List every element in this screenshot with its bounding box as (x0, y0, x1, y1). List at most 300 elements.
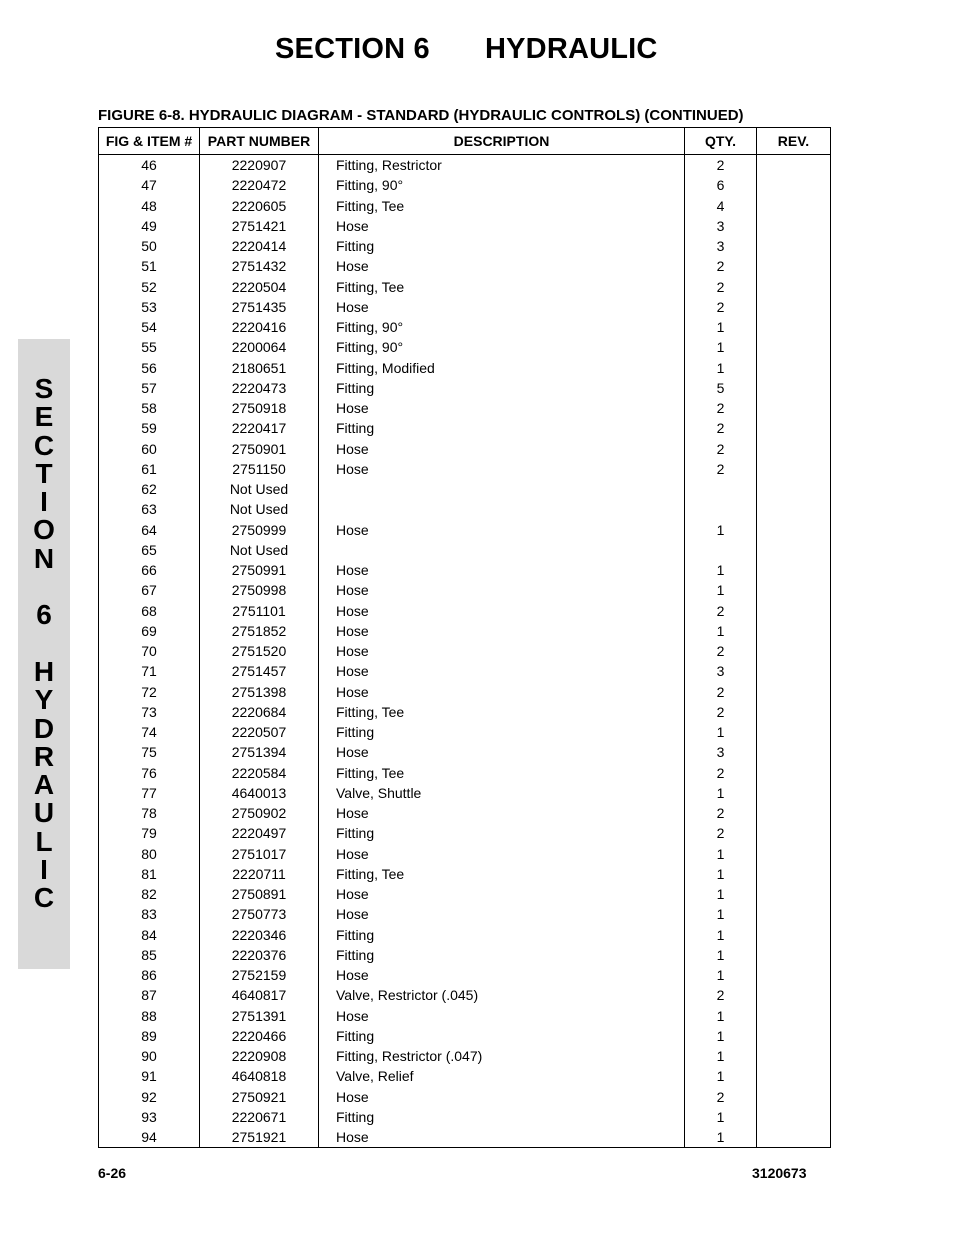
quantity-cell: 1 (685, 317, 757, 337)
revision-cell (757, 459, 831, 479)
section-number: SECTION 6 (275, 33, 430, 65)
column-header-part-number: PART NUMBER (200, 128, 319, 155)
quantity-cell: 1 (685, 844, 757, 864)
item-number-cell: 47 (99, 175, 200, 195)
revision-cell (757, 783, 831, 803)
revision-cell (757, 621, 831, 641)
quantity-cell: 1 (685, 358, 757, 378)
revision-cell (757, 560, 831, 580)
revision-cell (757, 439, 831, 459)
part-number-cell: 2180651 (200, 358, 319, 378)
description-cell: Fitting, Restrictor (319, 155, 685, 176)
revision-cell (757, 540, 831, 560)
part-number-cell: 2750891 (200, 884, 319, 904)
part-number-cell: 2220671 (200, 1107, 319, 1127)
table-row (99, 702, 831, 722)
part-number-cell: 2751394 (200, 742, 319, 762)
table-row (99, 418, 831, 438)
part-number-cell: 2220416 (200, 317, 319, 337)
page-number: 6-26 (98, 1165, 127, 1181)
quantity-cell: 2 (685, 459, 757, 479)
item-number-cell: 48 (99, 196, 200, 216)
item-number-cell: 67 (99, 580, 200, 600)
part-number-cell: Not Used (200, 479, 319, 499)
item-number-cell: 65 (99, 540, 200, 560)
item-number-cell: 76 (99, 763, 200, 783)
part-number-cell: 2220907 (200, 155, 319, 176)
quantity-cell: 1 (685, 1046, 757, 1066)
description-cell: Hose (319, 297, 685, 317)
part-number-cell: 2752159 (200, 965, 319, 985)
quantity-cell: 1 (685, 925, 757, 945)
side-tab-gap (18, 630, 70, 658)
item-number-cell: 60 (99, 439, 200, 459)
part-number-cell: Not Used (200, 540, 319, 560)
quantity-cell: 1 (685, 945, 757, 965)
item-number-cell: 84 (99, 925, 200, 945)
quantity-cell: 2 (685, 641, 757, 661)
table-row (99, 439, 831, 459)
quantity-cell: 2 (685, 277, 757, 297)
section-name: HYDRAULIC (485, 33, 658, 65)
table-row (99, 601, 831, 621)
description-cell (319, 479, 685, 499)
part-number-cell: 2750773 (200, 904, 319, 924)
table-row (99, 1107, 831, 1127)
page-header (275, 33, 658, 66)
table-row (99, 783, 831, 803)
description-cell: Hose (319, 520, 685, 540)
item-number-cell: 55 (99, 337, 200, 357)
table-row (99, 925, 831, 945)
side-tab-letter: A (33, 769, 55, 801)
part-number-cell: 2200064 (200, 337, 319, 357)
description-cell: Hose (319, 398, 685, 418)
table-row (99, 1066, 831, 1086)
part-number-cell: 2750921 (200, 1087, 319, 1107)
item-number-cell: 51 (99, 256, 200, 276)
quantity-cell: 1 (685, 1006, 757, 1026)
item-number-cell: 72 (99, 682, 200, 702)
part-number-cell: 2751150 (200, 459, 319, 479)
description-cell: Fitting (319, 236, 685, 256)
item-number-cell: 82 (99, 884, 200, 904)
description-cell: Fitting (319, 378, 685, 398)
table-row (99, 358, 831, 378)
item-number-cell: 94 (99, 1127, 200, 1148)
quantity-cell: 1 (685, 1107, 757, 1127)
side-tab-letter: R (33, 740, 55, 772)
table-row (99, 884, 831, 904)
revision-cell (757, 945, 831, 965)
side-tab-gap (18, 573, 70, 601)
table-row (99, 1087, 831, 1107)
revision-cell (757, 1066, 831, 1086)
table-row (99, 560, 831, 580)
part-number-cell: 2220376 (200, 945, 319, 965)
description-cell: Fitting (319, 418, 685, 438)
item-number-cell: 81 (99, 864, 200, 884)
description-cell: Fitting (319, 823, 685, 843)
item-number-cell: 59 (99, 418, 200, 438)
table-row (99, 823, 831, 843)
table-row (99, 398, 831, 418)
revision-cell (757, 702, 831, 722)
revision-cell (757, 641, 831, 661)
item-number-cell: 91 (99, 1066, 200, 1086)
table-row (99, 459, 831, 479)
part-number-cell: 2220584 (200, 763, 319, 783)
description-cell: Hose (319, 560, 685, 580)
side-tab-letter: D (33, 712, 55, 744)
side-tab-letter: I (40, 486, 48, 518)
item-number-cell: 52 (99, 277, 200, 297)
part-number-cell: 2750918 (200, 398, 319, 418)
description-cell: Hose (319, 601, 685, 621)
part-number-cell: 2751101 (200, 601, 319, 621)
description-cell: Fitting, Tee (319, 196, 685, 216)
side-tab-text (18, 375, 70, 913)
quantity-cell: 1 (685, 722, 757, 742)
table-row (99, 864, 831, 884)
item-number-cell: 87 (99, 985, 200, 1005)
table-row (99, 904, 831, 924)
side-tab-letter: C (33, 882, 55, 914)
quantity-cell: 2 (685, 823, 757, 843)
quantity-cell: 1 (685, 1026, 757, 1046)
side-tab-letter: H (33, 655, 55, 687)
item-number-cell: 49 (99, 216, 200, 236)
table-row (99, 1006, 831, 1026)
quantity-cell: 4 (685, 196, 757, 216)
description-cell: Hose (319, 1087, 685, 1107)
quantity-cell: 1 (685, 337, 757, 357)
item-number-cell: 66 (99, 560, 200, 580)
column-header-rev: REV. (757, 128, 831, 155)
revision-cell (757, 236, 831, 256)
table-row (99, 479, 831, 499)
revision-cell (757, 479, 831, 499)
revision-cell (757, 904, 831, 924)
item-number-cell: 79 (99, 823, 200, 843)
revision-cell (757, 1026, 831, 1046)
quantity-cell: 2 (685, 763, 757, 783)
column-header-qty: QTY. (685, 128, 757, 155)
revision-cell (757, 1046, 831, 1066)
description-cell: Fitting, 90° (319, 317, 685, 337)
part-number-cell: 2751432 (200, 256, 319, 276)
item-number-cell: 56 (99, 358, 200, 378)
part-number-cell: 4640818 (200, 1066, 319, 1086)
table-row (99, 641, 831, 661)
item-number-cell: 89 (99, 1026, 200, 1046)
table-row (99, 297, 831, 317)
item-number-cell: 93 (99, 1107, 200, 1127)
item-number-cell: 88 (99, 1006, 200, 1026)
quantity-cell: 6 (685, 175, 757, 195)
table-row (99, 580, 831, 600)
part-number-cell: 4640013 (200, 783, 319, 803)
description-cell: Fitting, Tee (319, 277, 685, 297)
table-row (99, 277, 831, 297)
revision-cell (757, 277, 831, 297)
side-tab-letter: C (33, 429, 55, 461)
quantity-cell: 3 (685, 236, 757, 256)
quantity-cell: 2 (685, 702, 757, 722)
description-cell: Fitting, 90° (319, 175, 685, 195)
part-number-cell: 2751435 (200, 297, 319, 317)
revision-cell (757, 337, 831, 357)
item-number-cell: 68 (99, 601, 200, 621)
revision-cell (757, 175, 831, 195)
description-cell: Hose (319, 641, 685, 661)
description-cell: Valve, Shuttle (319, 783, 685, 803)
part-number-cell: 2220466 (200, 1026, 319, 1046)
quantity-cell: 1 (685, 1066, 757, 1086)
quantity-cell: 1 (685, 783, 757, 803)
table-row (99, 742, 831, 762)
part-number-cell: 4640817 (200, 985, 319, 1005)
description-cell: Valve, Relief (319, 1066, 685, 1086)
table-row (99, 337, 831, 357)
revision-cell (757, 297, 831, 317)
revision-cell (757, 317, 831, 337)
description-cell: Hose (319, 844, 685, 864)
table-row (99, 317, 831, 337)
quantity-cell (685, 479, 757, 499)
quantity-cell: 2 (685, 985, 757, 1005)
side-tab-letter: L (35, 825, 53, 857)
item-number-cell: 85 (99, 945, 200, 965)
description-cell: Fitting (319, 1107, 685, 1127)
revision-cell (757, 965, 831, 985)
revision-cell (757, 398, 831, 418)
table-row (99, 621, 831, 641)
table-row (99, 216, 831, 236)
description-cell (319, 499, 685, 519)
item-number-cell: 92 (99, 1087, 200, 1107)
column-header-item: FIG & ITEM # (99, 128, 200, 155)
part-number-cell: 2220414 (200, 236, 319, 256)
table-row (99, 844, 831, 864)
quantity-cell: 2 (685, 601, 757, 621)
part-number-cell: 2750902 (200, 803, 319, 823)
revision-cell (757, 682, 831, 702)
column-header-description: DESCRIPTION (319, 128, 685, 155)
quantity-cell: 1 (685, 520, 757, 540)
part-number-cell: 2220472 (200, 175, 319, 195)
quantity-cell (685, 540, 757, 560)
description-cell: Fitting, Restrictor (.047) (319, 1046, 685, 1066)
part-number-cell: 2220346 (200, 925, 319, 945)
revision-cell (757, 661, 831, 681)
quantity-cell: 1 (685, 904, 757, 924)
side-tab-letter: S (34, 373, 54, 404)
quantity-cell: 2 (685, 682, 757, 702)
part-number-cell: 2750991 (200, 560, 319, 580)
part-number-cell: 2220497 (200, 823, 319, 843)
quantity-cell: 2 (685, 439, 757, 459)
item-number-cell: 57 (99, 378, 200, 398)
quantity-cell: 5 (685, 378, 757, 398)
item-number-cell: 61 (99, 459, 200, 479)
quantity-cell: 2 (685, 418, 757, 438)
item-number-cell: 63 (99, 499, 200, 519)
side-tab-letter: I (40, 854, 48, 886)
revision-cell (757, 216, 831, 236)
quantity-cell: 1 (685, 560, 757, 580)
revision-cell (757, 155, 831, 176)
part-number-cell: 2750998 (200, 580, 319, 600)
description-cell: Hose (319, 216, 685, 236)
part-number-cell: 2220684 (200, 702, 319, 722)
side-tab-letter: N (33, 542, 55, 574)
item-number-cell: 69 (99, 621, 200, 641)
section-side-tab (18, 339, 70, 969)
table-row (99, 378, 831, 398)
figure-title: FIGURE 6-8. HYDRAULIC DIAGRAM - STANDARD (HYDRAULIC CONTROLS) (CONTINUED) (98, 107, 744, 124)
revision-cell (757, 1087, 831, 1107)
document-number: 3120673 (752, 1165, 807, 1181)
table-row (99, 196, 831, 216)
revision-cell (757, 742, 831, 762)
quantity-cell: 1 (685, 1127, 757, 1148)
revision-cell (757, 925, 831, 945)
table-row (99, 236, 831, 256)
revision-cell (757, 1107, 831, 1127)
part-number-cell: 2751457 (200, 661, 319, 681)
part-number-cell: Not Used (200, 499, 319, 519)
parts-table-body (99, 155, 831, 1148)
quantity-cell: 3 (685, 742, 757, 762)
quantity-cell: 2 (685, 256, 757, 276)
part-number-cell: 2751017 (200, 844, 319, 864)
table-row (99, 520, 831, 540)
revision-cell (757, 499, 831, 519)
table-row (99, 1046, 831, 1066)
part-number-cell: 2751421 (200, 216, 319, 236)
description-cell: Hose (319, 256, 685, 276)
revision-cell (757, 823, 831, 843)
item-number-cell: 80 (99, 844, 200, 864)
item-number-cell: 73 (99, 702, 200, 722)
part-number-cell: 2751921 (200, 1127, 319, 1148)
quantity-cell: 1 (685, 621, 757, 641)
description-cell: Hose (319, 580, 685, 600)
quantity-cell (685, 499, 757, 519)
revision-cell (757, 763, 831, 783)
description-cell: Hose (319, 742, 685, 762)
item-number-cell: 50 (99, 236, 200, 256)
side-tab-letter: 6 (36, 599, 52, 631)
description-cell: Valve, Restrictor (.045) (319, 985, 685, 1005)
table-row (99, 803, 831, 823)
table-row (99, 763, 831, 783)
side-tab-letter: T (35, 457, 53, 489)
table-row (99, 175, 831, 195)
quantity-cell: 3 (685, 216, 757, 236)
quantity-cell: 1 (685, 864, 757, 884)
item-number-cell: 78 (99, 803, 200, 823)
table-header-row (99, 128, 831, 155)
quantity-cell: 2 (685, 155, 757, 176)
item-number-cell: 58 (99, 398, 200, 418)
description-cell: Fitting (319, 945, 685, 965)
item-number-cell: 74 (99, 722, 200, 742)
table-row (99, 722, 831, 742)
description-cell: Hose (319, 439, 685, 459)
quantity-cell: 1 (685, 965, 757, 985)
quantity-cell: 1 (685, 884, 757, 904)
description-cell: Hose (319, 1006, 685, 1026)
item-number-cell: 86 (99, 965, 200, 985)
item-number-cell: 70 (99, 641, 200, 661)
description-cell: Hose (319, 884, 685, 904)
revision-cell (757, 803, 831, 823)
part-number-cell: 2220507 (200, 722, 319, 742)
quantity-cell: 1 (685, 580, 757, 600)
revision-cell (757, 985, 831, 1005)
table-row (99, 155, 831, 176)
revision-cell (757, 1006, 831, 1026)
part-number-cell: 2751852 (200, 621, 319, 641)
part-number-cell: 2220711 (200, 864, 319, 884)
item-number-cell: 83 (99, 904, 200, 924)
part-number-cell: 2220605 (200, 196, 319, 216)
revision-cell (757, 601, 831, 621)
quantity-cell: 2 (685, 803, 757, 823)
description-cell: Hose (319, 1127, 685, 1148)
description-cell: Fitting, 90° (319, 337, 685, 357)
side-tab-letter: Y (34, 684, 54, 716)
description-cell: Fitting (319, 925, 685, 945)
description-cell: Hose (319, 682, 685, 702)
quantity-cell: 3 (685, 661, 757, 681)
table-row (99, 965, 831, 985)
part-number-cell: 2750901 (200, 439, 319, 459)
part-number-cell: 2220908 (200, 1046, 319, 1066)
revision-cell (757, 884, 831, 904)
revision-cell (757, 844, 831, 864)
description-cell: Fitting, Tee (319, 702, 685, 722)
revision-cell (757, 520, 831, 540)
part-number-cell: 2220473 (200, 378, 319, 398)
description-cell: Hose (319, 661, 685, 681)
table-row (99, 682, 831, 702)
revision-cell (757, 378, 831, 398)
revision-cell (757, 196, 831, 216)
description-cell: Fitting (319, 722, 685, 742)
item-number-cell: 46 (99, 155, 200, 176)
table-row (99, 256, 831, 276)
quantity-cell: 2 (685, 1087, 757, 1107)
description-cell: Hose (319, 803, 685, 823)
description-cell: Hose (319, 621, 685, 641)
description-cell: Hose (319, 904, 685, 924)
side-tab-letter: O (33, 514, 55, 546)
item-number-cell: 64 (99, 520, 200, 540)
revision-cell (757, 1127, 831, 1148)
part-number-cell: 2750999 (200, 520, 319, 540)
item-number-cell: 75 (99, 742, 200, 762)
revision-cell (757, 418, 831, 438)
description-cell (319, 540, 685, 560)
item-number-cell: 53 (99, 297, 200, 317)
part-number-cell: 2751520 (200, 641, 319, 661)
description-cell: Hose (319, 965, 685, 985)
table-row (99, 1026, 831, 1046)
revision-cell (757, 580, 831, 600)
